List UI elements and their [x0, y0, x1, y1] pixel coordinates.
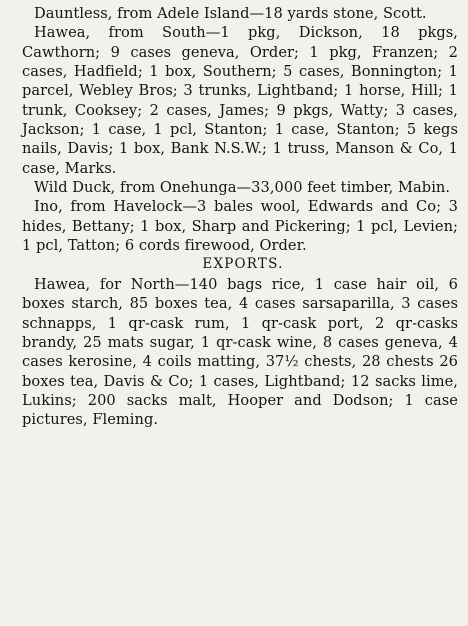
import-entry-ino: Ino, from Havelock—3 bales wool, Edwards and Co; 3 hides, Bettany; 1 box, Sharp and Pickering; 1 pcl, Levien; 1 pcl, Tatton; 6 cords firewood, Order.	[22, 198, 458, 255]
import-entry-wild-duck: Wild Duck, from Onehunga—33,000 feet timber, Mabin.	[34, 179, 451, 197]
import-entry-dauntless: Dauntless, from Adele Island—18 yards stone, Scott.	[34, 5, 427, 22]
import-entry-hawea: Hawea, from South—1 pkg, Dickson, 18 pkgs, Cawthorn; 9 cases geneva, Order; 1 pkg, Franzen; 2 cases, Hadfield; 1 box, Southern; 5 cases, Bonnington; 1 parcel, Webley Bros; 3 trunks, Lightband; 1 horse, Hill; 1 trunk, Cooksey; 2 cases, James; 9 pkgs, Watty; 3 cases, Jackson; 1 case, 1 pcl, Stanton; 1 case, Stanton; 5 kegs nails, Davis; 1 box, Bank N.S.W.; 1 truss, Manson & Co, 1 case, Marks.	[22, 24, 458, 177]
export-entry-hawea: Hawea, for North—140 bags rice, 1 case hair oil, 6 boxes starch, 85 boxes tea, 4 cases sarsaparilla, 3 cases schnapps, 1 qr-cask rum, 1 qr-cask port, 2 qr-casks brandy, 25 mats sugar, 1 qr-cask wine, 8 cases geneva, 4 cases kerosine, 4 coils matting, 37½ chests, 28 chests 26 boxes tea, Davis & Co; 1 cases, Lightband; 12 sacks lime, Lukins; 200 sacks malt, Hooper and Dodson; 1 case pictures, Fleming.	[22, 275, 458, 429]
exports-heading: EXPORTS.	[202, 256, 284, 273]
